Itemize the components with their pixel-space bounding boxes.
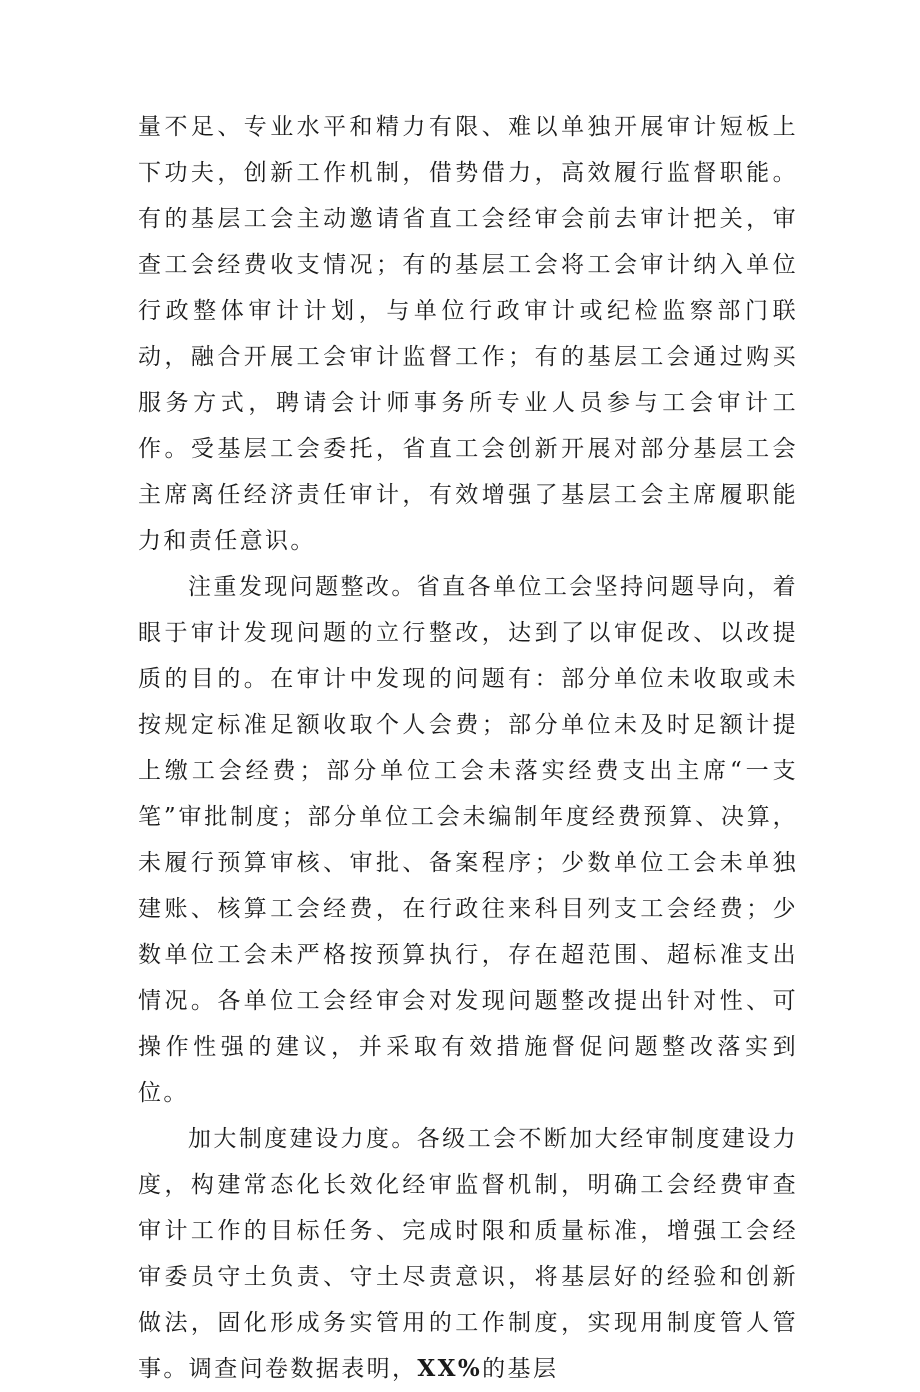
paragraph-system-construction xyxy=(138,1116,798,1392)
paragraph-problem-rectification: 注重发现问题整改。省直各单位工会坚持问题导向，着眼于审计发现问题的立行整改，达到了以审促改、以改提质的目的。在审计中发现的问题有：部分单位未收取或未按规定标准足额收取个人会费；部分单位未及时足额计提上缴工会经费；部分单位工会未落实经费支出主席“一支笔”审批制度；部分单位工会未编制年度经费预算、决算，未履行预算审核、审批、备案程序；少数单位工会未单独建账、核算工会经费，在行政往来科目列支工会经费；少数单位工会未严格按预算执行，存在超范围、超标准支出情况。各单位工会经审会对发现问题整改提出针对性、可操作性强的建议，并采取有效措施督促问题整改落实到位。 xyxy=(138,574,798,1106)
percentage-placeholder: XX% xyxy=(417,1355,483,1382)
document-body xyxy=(138,104,798,1392)
paragraph-continuation: 量不足、专业水平和精力有限、难以单独开展审计短板上下功夫，创新工作机制，借势借力，高效履行监督职能。有的基层工会主动邀请省直工会经审会前去审计把关，审查工会经费收支情况；有的基层工会将工会审计纳入单位行政整体审计计划，与单位行政审计或纪检监察部门联动，融合开展工会审计监督工作；有的基层工会通过购买服务方式，聘请会计师事务所专业人员参与工会审计工作。受基层工会委托，省直工会创新开展对部分基层工会主席离任经济责任审计，有效增强了基层工会主席履职能力和责任意识。 xyxy=(138,114,798,554)
paragraph-text: 加大制度建设力度。各级工会不断加大经审制度建设力度，构建常态化长效化经审监督机制，明确工会经费审查审计工作的目标任务、完成时限和质量标准，增强工会经审委员守土负责、守土尽责意识，将基层好的经验和创新做法，固化形成务实管用的工作制度，实现用制度管人管事。调查问卷数据表明， xyxy=(138,1126,798,1382)
paragraph-text-end: 的基层 xyxy=(482,1356,559,1382)
